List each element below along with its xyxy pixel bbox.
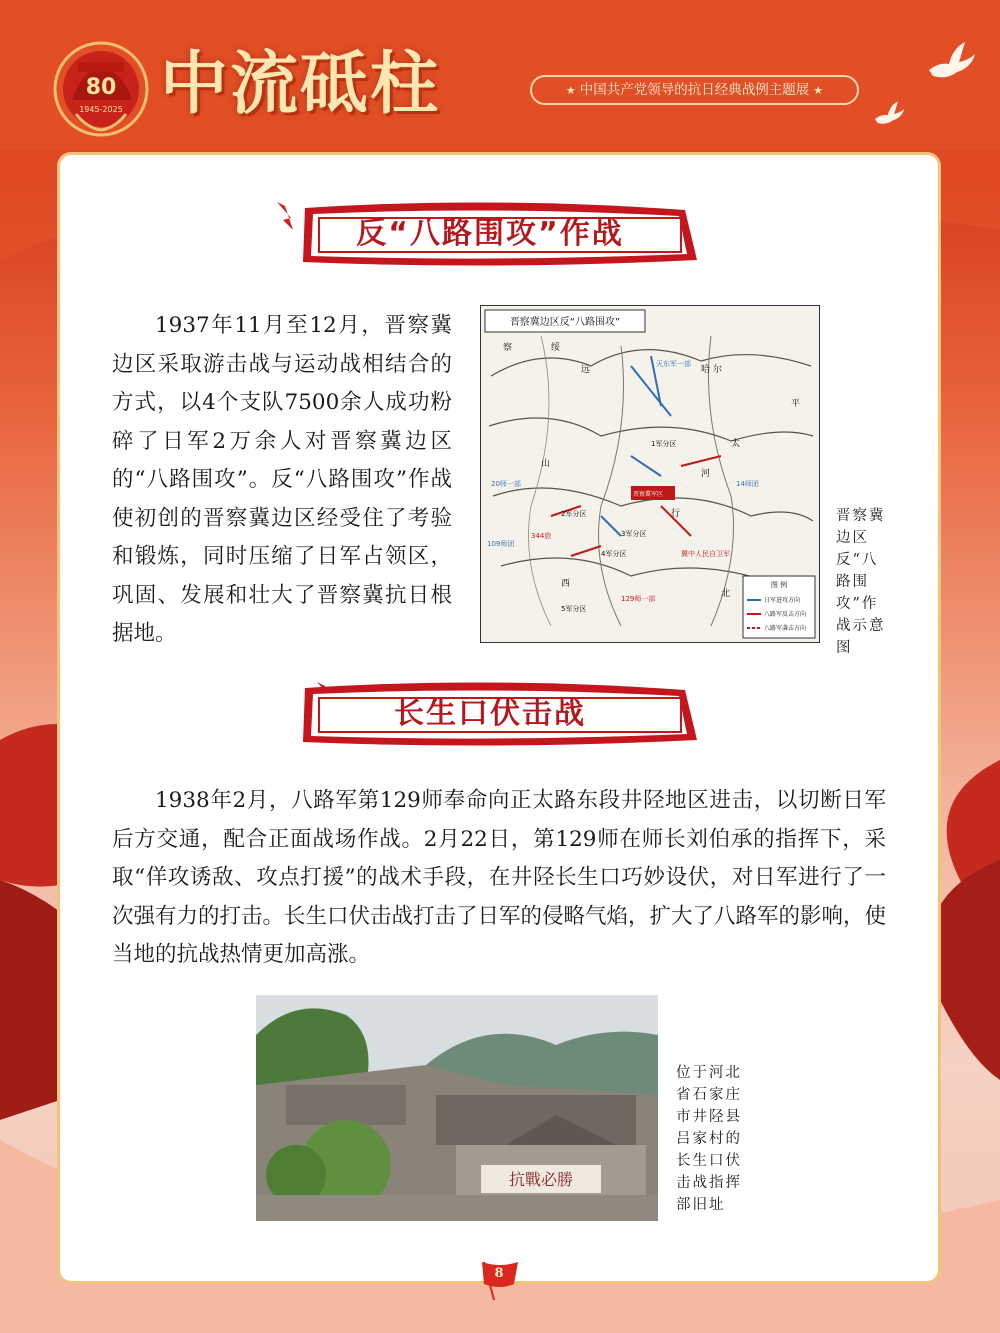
historic-site-photo-figure	[256, 995, 658, 1221]
map-region-label: 山	[541, 459, 551, 469]
map-unit-label: 3军分区	[621, 530, 647, 538]
map-legend-title: 图 例	[770, 581, 788, 589]
battle-map-figure	[481, 306, 819, 642]
map-region-label: 平	[791, 399, 801, 409]
map-region-label: 哈	[701, 365, 711, 375]
section-2-paragraph: 1938年2月，八路军第129师奉命向正太路东段井陉地区进击，以切断日军后方交通，配合正面战场作战。2月22日，第129师在师长刘伯承的指挥下，采取“佯攻诱敌、攻点打援”的战术手段，在井陉长生口巧妙设伏，对日军进行了一次强有力的打击。长生口伏击战打击了日军的侵略气焰，扩大了八路军的影响，使当地的抗战热情更加高涨。	[112, 788, 887, 967]
map-unit-label: 天东军一部	[656, 360, 691, 368]
map-unit-label: 20师一部	[491, 480, 521, 488]
photo-sign-text: 抗戰必勝	[508, 1170, 574, 1189]
subtitle-text: 中国共产党领导的抗日经典战例主题展	[579, 82, 810, 98]
dove-icon	[872, 100, 906, 128]
map-region-label: 行	[671, 509, 681, 519]
map-unit-label: 冀中人民自卫军	[681, 550, 730, 558]
map-region-label: 绥	[551, 343, 561, 353]
page-header	[0, 0, 1000, 150]
photo-caption: 位于河北省石家庄市井陉县吕家村的长生口伏击战指挥部旧址	[676, 1065, 742, 1213]
map-unit-label: 5军分区	[561, 605, 587, 613]
map-region-label: 远	[581, 365, 591, 375]
star-icon: ★	[565, 84, 576, 97]
map-unit-label: 晋察冀军区	[633, 491, 664, 498]
logo-years: 1945-2025	[79, 105, 123, 114]
section-1-paragraph: 1937年11月至12月，晋察冀边区采取游击战与运动战相结合的方式，以4个支队7500余人成功粉碎了日军2万余人对晋察冀边区的“八路围攻”。反“八路围攻”作战使初创的晋察冀边区经受住了考验和锻炼，同时压缩了日军占领区，巩固、发展和壮大了晋察冀抗日根据地。	[112, 313, 452, 646]
map-title: 晋察冀边区反“八路围攻”	[509, 317, 621, 328]
map-region-label: 西	[561, 579, 571, 589]
map-region-label: 河	[701, 469, 711, 479]
section-banner-2	[275, 680, 705, 750]
page-number: 8	[494, 1266, 504, 1281]
star-icon: ★	[813, 84, 824, 97]
map-region-label: 尔	[713, 365, 723, 375]
historic-site-photo	[256, 995, 658, 1221]
map-legend-item: 日军进攻方向	[764, 597, 801, 604]
map-unit-label: 1军分区	[651, 440, 677, 448]
map-legend-item: 八路军反击方向	[764, 611, 807, 618]
map-unit-label: 109师团	[487, 540, 515, 548]
map-legend-item: 八路军袭击方向	[764, 625, 807, 632]
map-unit-label: 2军分区	[561, 510, 587, 518]
map-caption: 晋察冀边区反“八路围攻”作战示意图	[836, 508, 886, 656]
map-unit-label: 129师一部	[621, 595, 656, 603]
main-title: 中流砥柱	[160, 45, 441, 124]
map-region-label: 北	[721, 589, 731, 599]
map-unit-label: 4军分区	[601, 550, 627, 558]
section-title: 反“八路围攻”作战	[356, 216, 624, 251]
dove-icon	[925, 40, 977, 84]
map-region-label: 察	[503, 343, 513, 353]
map-unit-label: 14师团	[736, 480, 759, 488]
map-unit-label: 344旅	[531, 532, 552, 540]
section-banner-1	[275, 200, 705, 270]
logo-number: 80	[85, 75, 117, 100]
subtitle-pill	[530, 75, 859, 105]
anniversary-logo-icon	[52, 40, 150, 138]
section-title: 长生口伏击战	[394, 696, 586, 731]
map-region-label: 太	[731, 439, 741, 449]
battle-map	[480, 305, 820, 643]
